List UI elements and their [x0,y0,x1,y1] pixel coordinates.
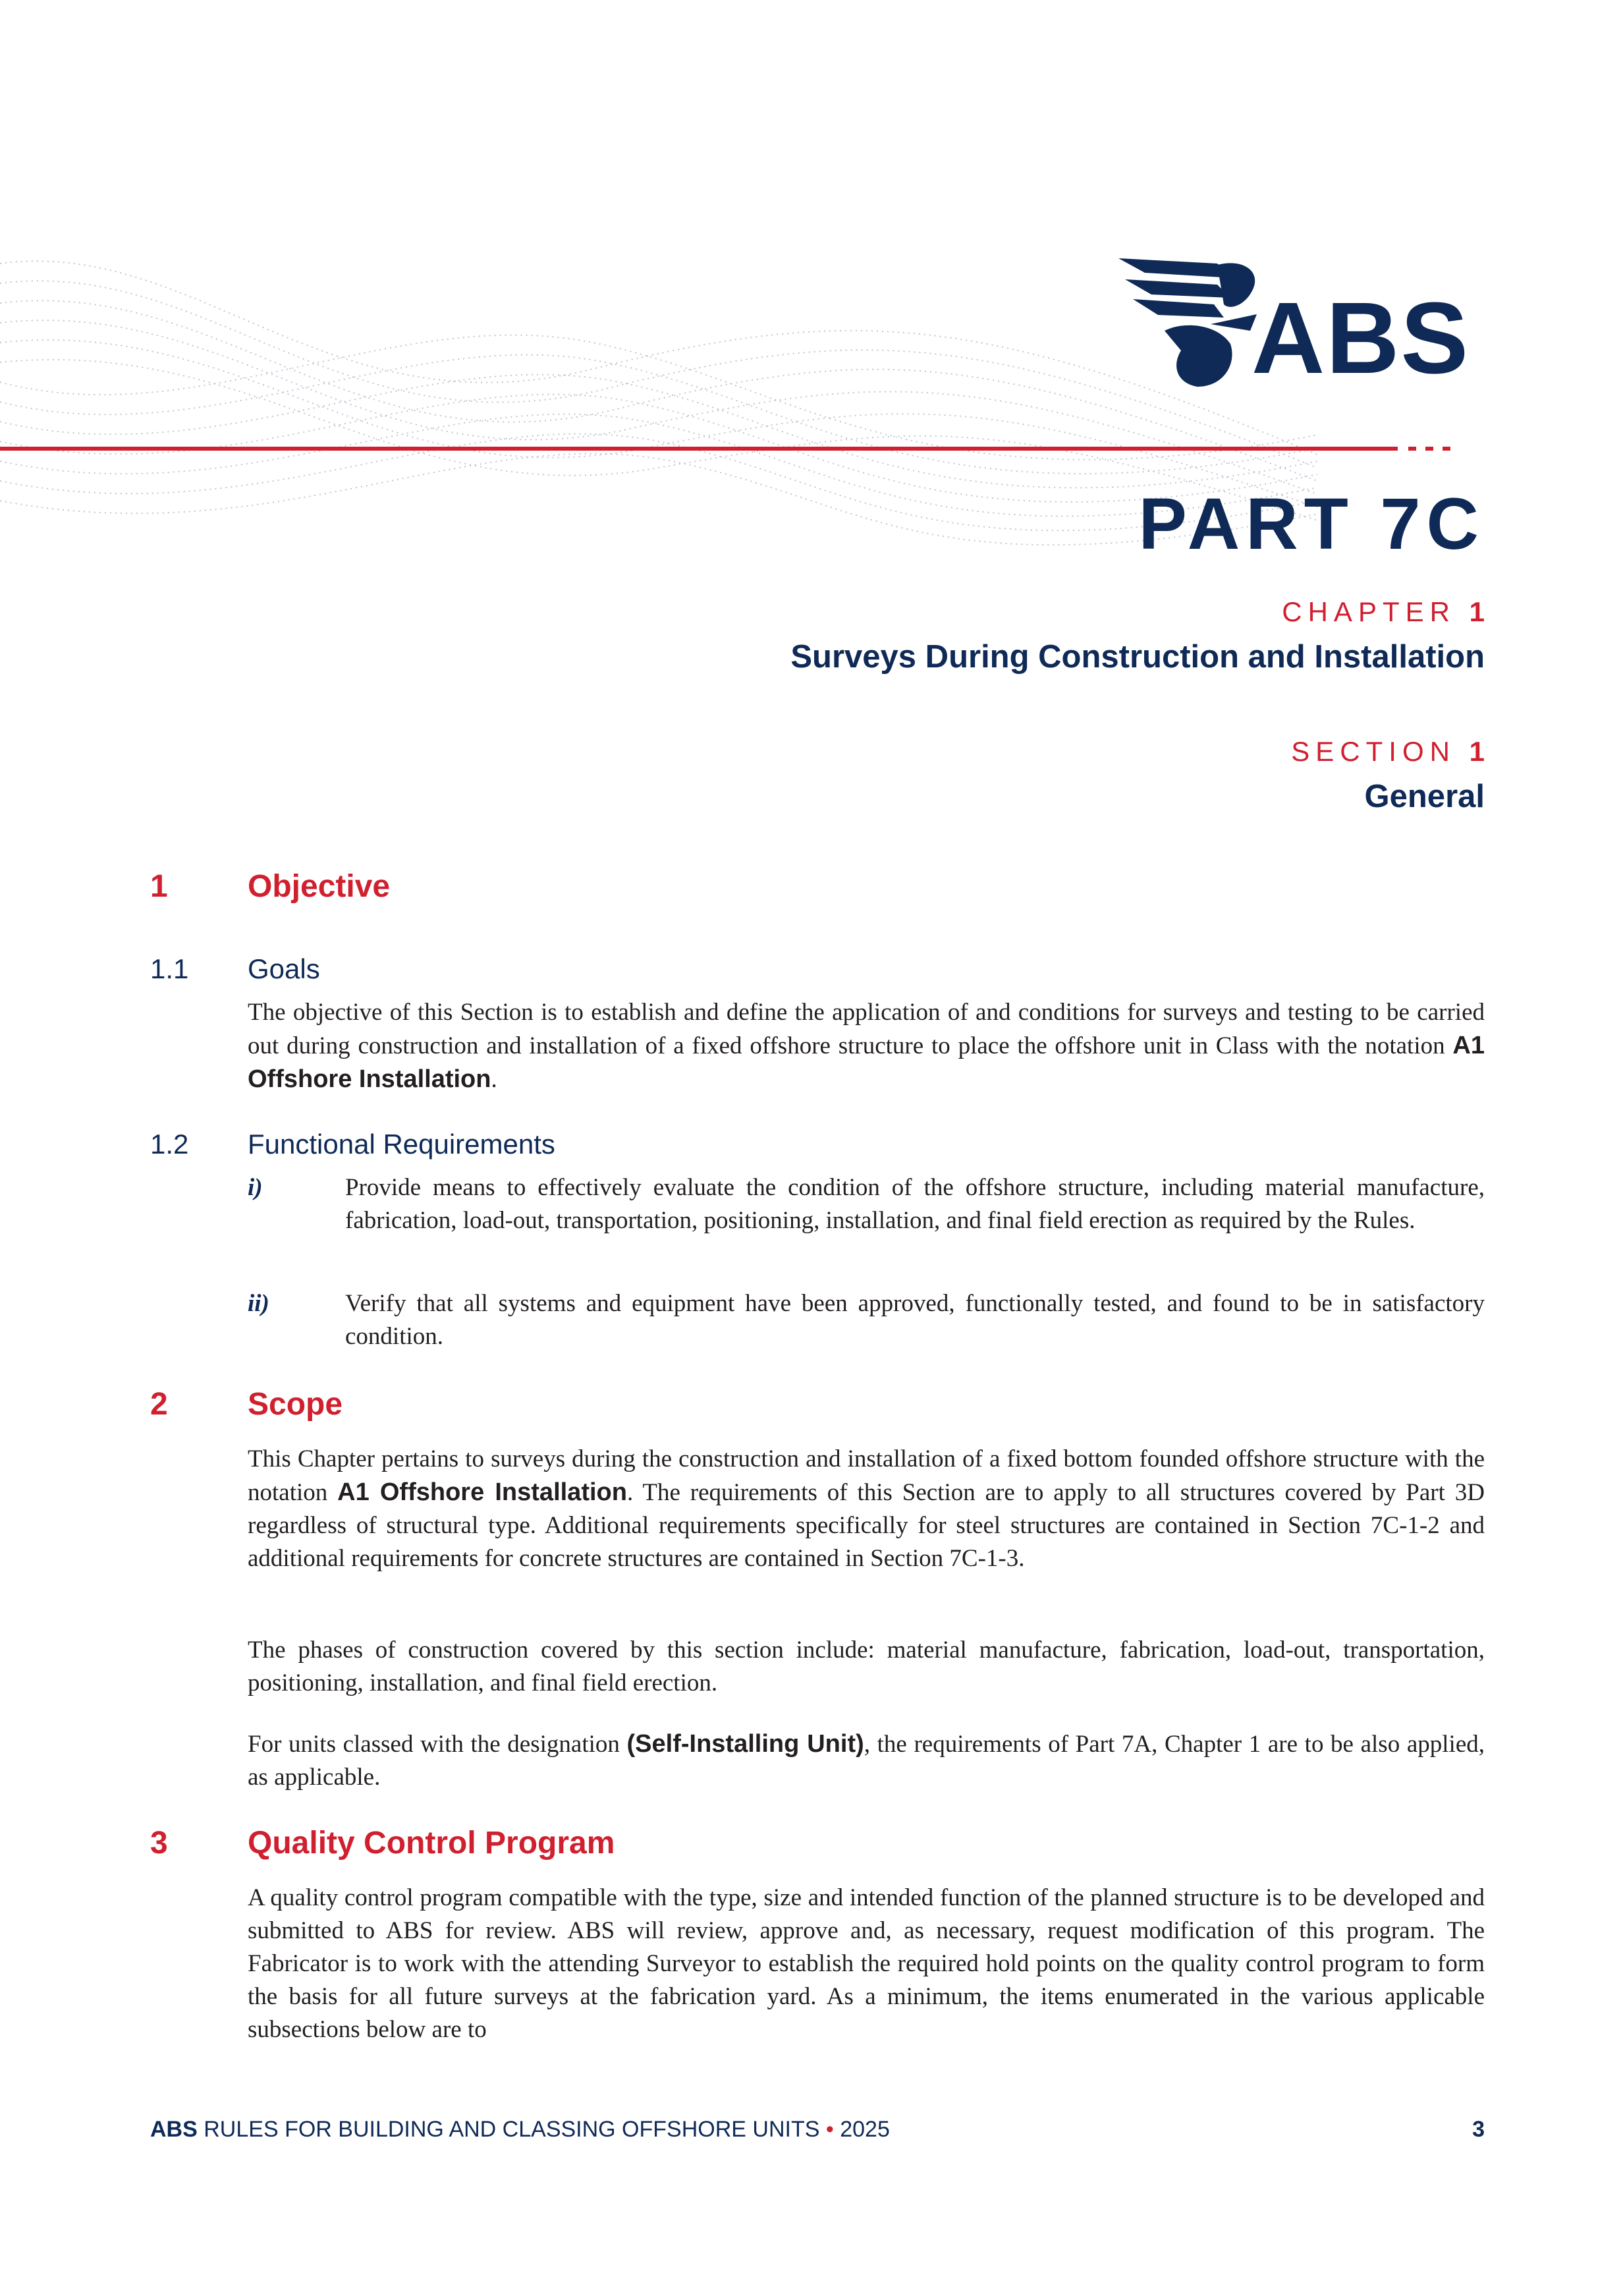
list-item-text: Provide means to effectively evaluate the condition of the offshore structure, including material manufacture, fabrication, load-out, transportation, positioning, installation, and final field erection as required by the Rules. [345,1174,1485,1234]
notation-a1-offshore-installation: A1 Offshore Installation [248,1032,1485,1093]
section-label [1291,735,1485,768]
abs-logo-wordmark: ABS [1252,281,1470,395]
subheading-text: Functional Requirements [248,1129,555,1160]
heading-number: 3 [150,1826,168,1861]
heading-number: 1 [150,869,168,904]
heading-text: Scope [248,1387,343,1422]
footer-year: 2025 [840,2117,890,2142]
list-item-text: Verify that all systems and equipment have been approved, functionally tested, and found to be in satisfactory condition. [345,1290,1485,1350]
notation-a1-offshore-installation: A1 Offshore Installation [337,1478,627,1506]
scope-text: For units classed with the designation [248,1731,627,1758]
scope-text-end: , the requirements of Part 7A, Chapter 1 are to be also applied, as applicable. [248,1731,1485,1791]
designation-self-installing-unit: (Self-Installing Unit) [626,1730,864,1758]
chapter-label [1282,596,1485,629]
chapter-number: 1 [1469,596,1485,627]
list-marker: i) [248,1174,263,1201]
goals-text: The objective of this Section is to establish and define the application of and conditions for surveys and testing to be carried out during construction and installation of a fixed offshore structure to place the offshore unit in Class with the notation [248,999,1485,1059]
footer-bullet: • [825,2117,834,2142]
heading-text: Quality Control Program [248,1826,615,1861]
quality-control-paragraph: A quality control program compatible with the type, size and intended function of the planned structure is to be developed and submitted to ABS for review. ABS will review, approve and, as necessary, request modification of this program. The Fabricator is to work with the attending Surveyor to establish the required hold points on the quality control program to form the basis for all future surveys at the fabrication yard. As a minimum, the items enumerated in the various applicable subsections below are to [248,1884,1485,2043]
scope-text: This Chapter pertains to surveys during the construction and installation of a fixed bottom founded offshore structure with the notation [248,1445,1485,1506]
header-red-rule [0,447,1398,451]
heading-text: Objective [248,869,391,904]
goals-text-end: . [491,1066,497,1093]
goals-paragraph [248,996,1485,1096]
scope-paragraph-3 [248,1727,1485,1794]
scope-text-end: . The requirements of this Section are to apply to all structures covered by Part 3D regardless of structural type. Additional requirements specifically for steel structures are contained in Section 7C-1-2 and additional requirements for concrete structures are contained in Section 7C-1-3. [248,1479,1485,1572]
page-number: 3 [1472,2117,1485,2142]
page-footer [150,2116,1485,2142]
section-number: 1 [1469,736,1485,767]
section-title: General [1364,779,1485,814]
scope-paragraph-2: The phases of construction covered by this section include: material manufacture, fabrication, load-out, transportation, positioning, installation, and final field erection. [248,1637,1485,1696]
list-marker: ii) [248,1290,269,1317]
footer-brand: ABS [150,2117,198,2142]
chapter-label-text: CHAPTER [1282,596,1456,627]
footer-title: RULES FOR BUILDING AND CLASSING OFFSHORE UNITS [204,2117,820,2142]
part-title: PART 7C [1138,484,1485,565]
heading-number: 2 [150,1387,168,1422]
scope-paragraph-1 [248,1443,1485,1575]
chapter-title: Surveys During Construction and Installation [790,639,1485,675]
list-item [248,1171,1485,1237]
header-red-dots [1408,447,1461,451]
section-label-text: SECTION [1291,736,1456,767]
list-item [248,1287,1485,1353]
subheading-number: 1.2 [150,1129,189,1160]
subheading-number: 1.1 [150,953,189,984]
subheading-text: Goals [248,953,320,984]
